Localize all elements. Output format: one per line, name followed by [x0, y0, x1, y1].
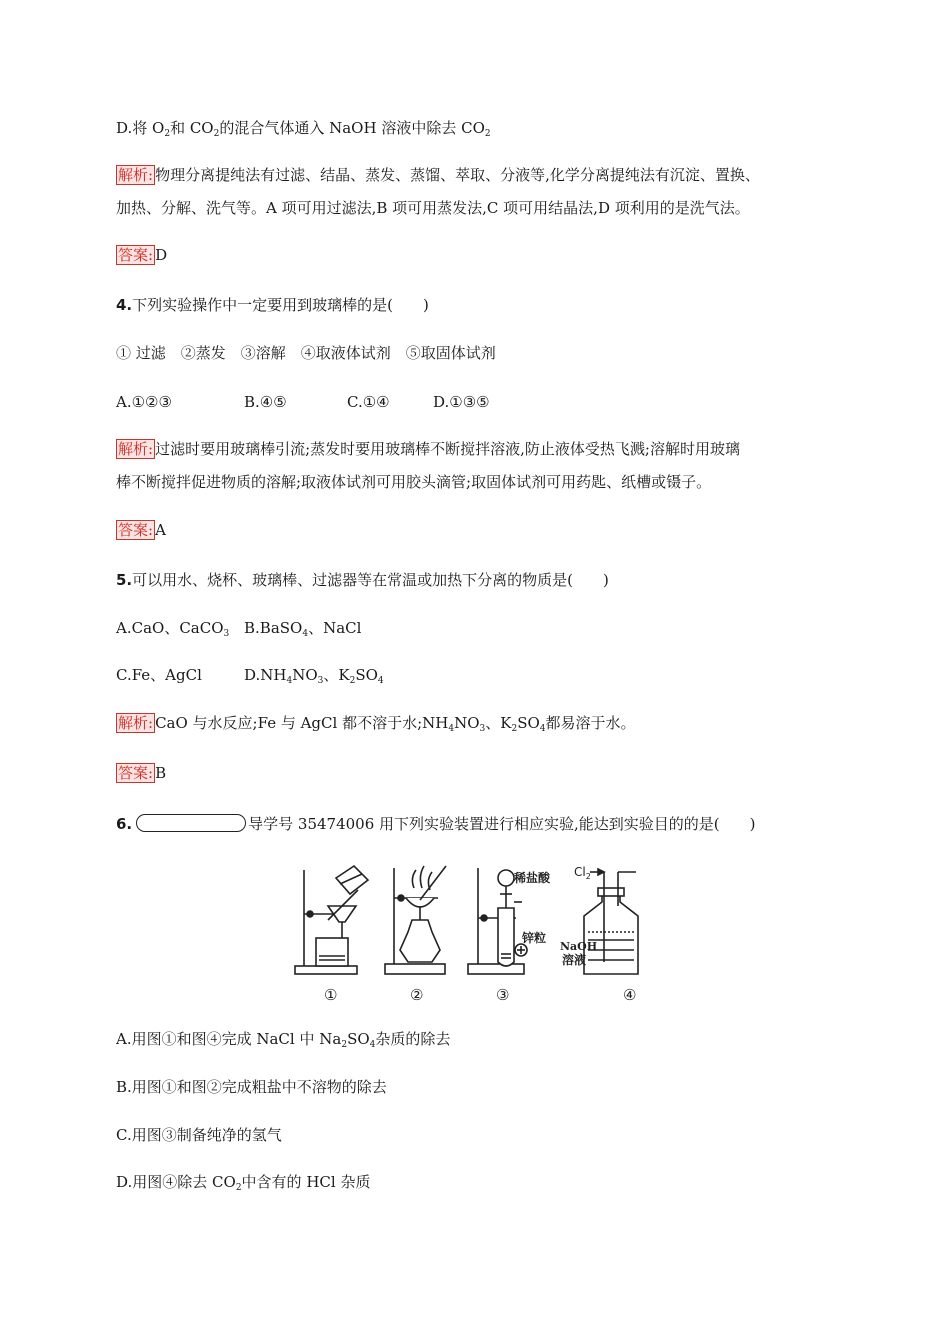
- analysis-tag: 解析:: [118, 440, 154, 458]
- label-cl2: $Cl_2$: [574, 865, 591, 881]
- q5-options-ab: [116, 618, 361, 638]
- gas-washing-bottle: [584, 869, 638, 974]
- q5-option-d: $D.NH_4NO_3$、$K_2SO_4$: [244, 666, 384, 686]
- q4-items: ① 过滤 ②蒸发 ③溶解 ④取液体试剂 ⑤取固体试剂: [116, 344, 496, 362]
- q5-analysis: 解析: CaO 与水反应;Fe 与 AgCl 都不溶于水$;NH_4NO_3$、$K_2SO_4$都易溶于水。: [118, 714, 636, 734]
- q5-stem: 5.可以用水、烧杯、玻璃棒、过滤器等在常温或加热下分离的物质是( ): [116, 571, 609, 589]
- q6-option-b: B.用图①和图②完成粗盐中不溶物的除去: [116, 1078, 387, 1096]
- figure-label-2: ②: [410, 986, 424, 1004]
- label-dilute-hcl: 稀盐酸: [514, 871, 551, 885]
- label-zinc: 锌粒: [522, 931, 547, 945]
- q5-option-b: B.BaSO$_4$、NaCl: [244, 619, 362, 639]
- q3-answer: 答案: D: [118, 246, 168, 264]
- analysis-tag: 解析:: [118, 714, 154, 732]
- guide-number-badge: [136, 814, 246, 832]
- analysis-tag: 解析:: [118, 166, 154, 184]
- q3-analysis-line-2: 加热、分解、洗气等。A 项可用过滤法,B 项可用蒸发法,C 项可用结晶法,D 项利用的是洗气法。: [116, 199, 750, 217]
- filtration-apparatus: [295, 866, 368, 974]
- q6-option-c: C.用图③制备纯净的氢气: [116, 1126, 282, 1144]
- answer-tag: 答案:: [118, 246, 154, 264]
- label-solution: 溶液: [562, 953, 587, 967]
- q5-option-c: C.Fe、AgCl: [116, 666, 202, 684]
- answer-tag: 答案:: [118, 764, 154, 782]
- question-number: 4.: [116, 296, 133, 314]
- evaporation-apparatus: [385, 866, 446, 974]
- answer-tag: 答案:: [118, 521, 154, 539]
- q3-option-d: D.将 $O_2$和 $CO_2$的混合气体通入 NaOH 溶液中除去 $CO_2$: [116, 119, 491, 139]
- q4-answer: 答案: A: [118, 521, 166, 539]
- question-number: 5.: [116, 571, 133, 589]
- q4-analysis-line-1: 解析: 过滤时要用玻璃棒引流;蒸发时要用玻璃棒不断搅拌溶液,防止液体受热飞溅;溶解时用玻璃: [118, 440, 740, 458]
- figure-label-1: ①: [324, 986, 338, 1004]
- figure-label-4: ④: [623, 986, 637, 1004]
- q5-answer: 答案: B: [118, 764, 167, 782]
- q6-option-d: D.用图④除去 $CO_2$中含有的 HCl 杂质: [116, 1173, 371, 1193]
- q4-option-b: B.④⑤: [244, 393, 287, 411]
- q4-analysis-line-2: 棒不断搅拌促进物质的溶解;取液体试剂可用胶头滴管;取固体试剂可用药匙、纸槽或镊子。: [116, 473, 712, 491]
- q4-options: [116, 392, 490, 412]
- q5-option-a: A.CaO、CaCO$_3$: [116, 619, 230, 639]
- q4-option-c: C.①④: [347, 393, 390, 411]
- q6-option-a: A.用图①和图④完成 NaCl 中 $Na_2SO_4$杂质的除去: [116, 1030, 451, 1050]
- q4-option-d: D.①③⑤: [433, 393, 490, 411]
- q5-options-cd: [116, 665, 384, 685]
- q3-analysis-line-1: 解析: 物理分离提纯法有过滤、结晶、蒸发、蒸馏、萃取、分液等,化学分离提纯法有沉淀、置换、: [118, 166, 760, 184]
- q4-option-a: A.①②③: [116, 393, 172, 411]
- figure-label-3: ③: [496, 986, 510, 1004]
- label-naoh: NaOH: [560, 940, 598, 953]
- question-number: 6.: [116, 815, 133, 833]
- apparatus-figure: [290, 858, 670, 1008]
- q4-stem: 4.下列实验操作中一定要用到玻璃棒的是( ): [116, 296, 429, 314]
- q6-stem: 6. 导学号 35474006 用下列实验装置进行相应实验,能达到实验目的的是( ): [116, 815, 756, 833]
